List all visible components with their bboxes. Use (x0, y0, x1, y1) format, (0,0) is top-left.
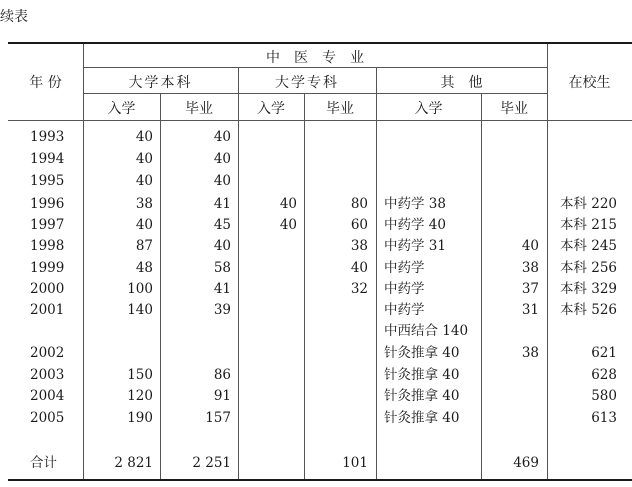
other-entry-cell: 中药学 31 (384, 238, 446, 254)
header-enrolled: 在校生 (568, 75, 611, 91)
ug-grad-cell: 40 (213, 129, 231, 145)
ug-entry-cell: 100 (127, 281, 153, 297)
other-entry-cell: 中药学 38 (384, 196, 446, 212)
ug-grad-cell: 86 (213, 367, 231, 383)
year-cell: 1994 (30, 151, 65, 167)
table-caption: 续表 (0, 9, 28, 25)
header-bottom-rule (8, 120, 632, 121)
header-rule-subgroup (83, 93, 547, 94)
header-other-grad: 毕业 (500, 101, 528, 117)
ug-grad-cell: 40 (213, 238, 231, 254)
other-grad-cell: 40 (521, 238, 539, 254)
ug-grad-cell: 45 (213, 217, 231, 233)
other-entry-cell: 中药学 (384, 281, 425, 297)
ug-grad-cell: 58 (213, 260, 231, 276)
other-grad-cell: 37 (521, 281, 539, 297)
enrolled-cell: 580 (591, 388, 617, 404)
header-cc-grad: 毕业 (326, 101, 354, 117)
cc-grad-cell: 38 (350, 238, 368, 254)
year-cell: 1997 (30, 217, 65, 233)
enrolled-cell: 613 (591, 410, 617, 426)
col-divider-ug-cc (238, 67, 239, 479)
other-entry-cell: 中药学 (384, 302, 425, 318)
ug-entry-cell: 2 821 (114, 455, 153, 471)
ug-entry-cell: 40 (135, 151, 153, 167)
total-label: 合计 (30, 455, 57, 471)
ug-grad-cell: 41 (213, 196, 231, 212)
top-rule (8, 42, 632, 44)
ug-entry-cell: 190 (127, 410, 153, 426)
cc-grad-cell: 40 (350, 260, 368, 276)
ug-grad-cell: 40 (213, 173, 231, 189)
cc-entry-cell: 40 (279, 217, 297, 233)
header-other: 其 他 (440, 75, 483, 91)
ug-entry-cell: 40 (135, 173, 153, 189)
ug-entry-cell: 150 (127, 367, 153, 383)
header-undergrad: 大学本科 (128, 75, 193, 91)
other-entry-cell: 针灸推拿 40 (384, 345, 460, 361)
ug-entry-cell: 140 (127, 302, 153, 318)
other-grad-cell: 31 (521, 302, 539, 318)
enrolled-cell: 628 (591, 367, 617, 383)
cc-entry-cell: 40 (279, 196, 297, 212)
cc-grad-cell: 101 (342, 455, 368, 471)
cc-grad-cell: 80 (350, 196, 368, 212)
bottom-rule (8, 479, 632, 481)
enrolled-cell: 本科 526 (559, 302, 617, 318)
cc-grad-cell: 32 (350, 281, 368, 297)
header-cc-entry: 入学 (257, 101, 285, 117)
enrolled-cell: 本科 215 (559, 217, 617, 233)
header-group: 中 医 专 业 (266, 50, 364, 66)
other-entry-cell: 针灸推拿 40 (384, 410, 460, 426)
ug-entry-cell: 38 (135, 196, 153, 212)
enrolled-cell: 本科 329 (559, 281, 617, 297)
year-cell: 2002 (30, 345, 65, 361)
year-cell: 2003 (30, 367, 65, 383)
col-divider-cc-other (376, 67, 377, 479)
enrolled-cell: 621 (591, 345, 617, 361)
year-cell: 1999 (30, 260, 65, 276)
other-entry-cell: 中药学 40 (384, 217, 446, 233)
header-year: 年 份 (29, 75, 62, 91)
ug-entry-cell: 40 (135, 129, 153, 145)
other-grad-cell: 38 (521, 260, 539, 276)
ug-grad-cell: 157 (205, 410, 231, 426)
header-college: 大学专科 (275, 75, 339, 91)
header-rule-group (83, 67, 547, 68)
year-cell: 1993 (30, 129, 65, 145)
header-other-entry: 入学 (414, 101, 443, 117)
year-cell: 2001 (30, 302, 65, 318)
ug-entry-cell: 48 (135, 260, 153, 276)
other-grad-cell: 38 (521, 345, 539, 361)
enrolled-cell: 本科 245 (559, 238, 617, 254)
header-ug-entry: 入学 (107, 101, 136, 117)
ug-grad-cell: 91 (213, 388, 231, 404)
year-cell: 1995 (30, 173, 65, 189)
other-entry-cell: 针灸推拿 40 (384, 388, 460, 404)
ug-entry-cell: 40 (135, 217, 153, 233)
year-cell: 2000 (30, 281, 65, 297)
year-cell: 1996 (30, 196, 65, 212)
other-entry-cell: 针灸推拿 40 (384, 367, 460, 383)
ug-entry-cell: 87 (135, 238, 153, 254)
year-cell: 2004 (30, 388, 65, 404)
enrolled-cell: 本科 220 (559, 196, 617, 212)
ug-grad-cell: 39 (213, 302, 231, 318)
year-cell: 2005 (30, 410, 65, 426)
other-entry-cell: 中西结合 140 (384, 323, 469, 339)
other-entry-cell: 中药学 (384, 260, 425, 276)
cc-grad-cell: 60 (350, 217, 368, 233)
ug-grad-cell: 2 251 (192, 455, 231, 471)
ug-grad-cell: 41 (213, 281, 231, 297)
ug-entry-cell: 120 (127, 388, 153, 404)
year-cell: 1998 (30, 238, 65, 254)
other-grad-cell: 469 (513, 455, 539, 471)
ug-grad-cell: 40 (213, 151, 231, 167)
header-ug-grad: 毕业 (185, 101, 213, 117)
enrolled-cell: 本科 256 (559, 260, 617, 276)
